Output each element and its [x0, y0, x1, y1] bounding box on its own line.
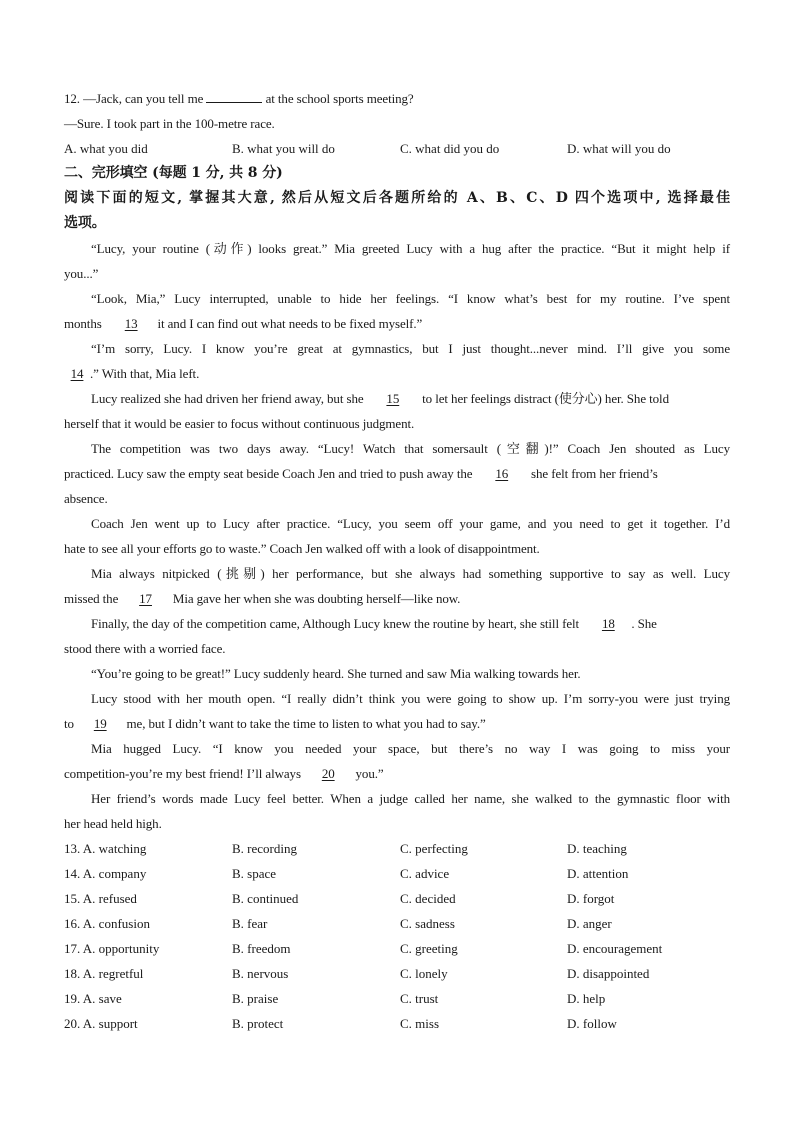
section-instruction-line2: 选项。 [64, 215, 106, 231]
q12-stem-before: 12. —Jack, can you tell me [64, 91, 207, 106]
blank-18[interactable]: 18 [601, 616, 615, 631]
q19-option-a[interactable]: 19. A. save [64, 991, 122, 1006]
q16-option-d[interactable]: D. anger [567, 916, 612, 931]
passage-p4-line1 [91, 390, 730, 408]
q19-option-c[interactable]: C. trust [400, 991, 439, 1006]
text-fragment: Finally, the day of the competition came, Although Lucy knew the routine by heart, she still felt [91, 616, 583, 631]
q18-option-d[interactable]: D. disappointed [567, 966, 650, 981]
passage-p7-line2 [64, 590, 730, 608]
passage-p10-line2 [64, 715, 730, 733]
q12-option-a[interactable]: A. what you did [64, 141, 148, 156]
text-fragment: .” With that, Mia left. [90, 366, 200, 381]
q18-option-c[interactable]: C. lonely [400, 966, 448, 981]
q12-option-d[interactable]: D. what will you do [567, 141, 671, 156]
q12-stem [64, 90, 730, 108]
blank-14[interactable]: 14 [70, 366, 84, 381]
passage-p10-line1: Lucy stood with her mouth open. “I really didn’t think you were going to show up. I’m sorry-you were just trying [91, 691, 730, 706]
q12-reply: —Sure. I took part in the 100-metre race. [64, 116, 275, 131]
question-13-options [64, 840, 744, 858]
q19-option-d[interactable]: D. help [567, 991, 606, 1006]
blank-19[interactable]: 19 [93, 716, 107, 731]
passage-p1-line2: you...” [64, 266, 99, 281]
question-15-options [64, 890, 744, 908]
text-fragment: Lucy realized she had driven her friend away, but she [91, 391, 367, 406]
section-instruction-line1: 阅读下面的短文, 掌握其大意, 然后从短文后各题所给的 A、B、C、D 四个选项中, 选择最佳 [64, 190, 730, 206]
question-20-options [64, 1015, 744, 1033]
q20-option-c[interactable]: C. miss [400, 1016, 440, 1031]
q12-option-b[interactable]: B. what you will do [232, 141, 335, 156]
text-fragment: to [64, 716, 78, 731]
passage-p8-line1 [91, 615, 730, 633]
q12-stem-after: at the school sports meeting? [262, 91, 414, 106]
passage-p12-line1: Her friend’s words made Lucy feel better. When a judge called her name, she walked to the gymnastic floor with [91, 791, 730, 806]
passage-p8-line2: stood there with a worried face. [64, 641, 226, 656]
q20-option-b[interactable]: B. protect [232, 1016, 284, 1031]
passage-p7-line1: Mia always nitpicked (挑剔) her performance, but she always had something supportive to say as well. Lucy [91, 566, 730, 581]
q17-option-a[interactable]: 17. A. opportunity [64, 941, 160, 956]
q17-option-b[interactable]: B. freedom [232, 941, 291, 956]
q16-option-b[interactable]: B. fear [232, 916, 268, 931]
passage-p1-line1: “Lucy, your routine (动作) looks great.” Mia greeted Lucy with a hug after the practice. “But it might help if [91, 241, 730, 256]
passage-p5-line2 [64, 465, 730, 483]
passage-p4-line2: herself that it would be easier to focus without continuous judgment. [64, 416, 415, 431]
q14-option-d[interactable]: D. attention [567, 866, 629, 881]
passage-p3-line2 [64, 365, 730, 383]
q18-option-b[interactable]: B. nervous [232, 966, 289, 981]
text-fragment: it and I can find out what needs to be fixed myself.” [154, 316, 423, 331]
passage-p2-line1: “Look, Mia,” Lucy interrupted, unable to hide her feelings. “I know what’s best for my routine. I’ve spent [91, 291, 730, 306]
text-fragment: to let her feelings distract (使分心) her. She told [418, 391, 669, 406]
question-18-options [64, 965, 744, 983]
q15-option-b[interactable]: B. continued [232, 891, 299, 906]
text-fragment: practiced. Lucy saw the empty seat beside Coach Jen and tried to push away the [64, 466, 476, 481]
q19-option-b[interactable]: B. praise [232, 991, 279, 1006]
text-fragment: Mia gave her when she was doubting herself—like now. [169, 591, 461, 606]
blank-20[interactable]: 20 [321, 766, 335, 781]
q15-option-c[interactable]: C. decided [400, 891, 456, 906]
question-16-options [64, 915, 744, 933]
text-fragment: months [64, 316, 105, 331]
blank-13[interactable]: 13 [124, 316, 138, 331]
text-fragment: you.” [352, 766, 384, 781]
passage-p2-line2 [64, 315, 730, 333]
q14-option-a[interactable]: 14. A. company [64, 866, 147, 881]
q16-option-a[interactable]: 16. A. confusion [64, 916, 150, 931]
text-fragment: . She [631, 616, 657, 631]
passage-p3-line1: “I’m sorry, Lucy. I know you’re great at gymnastics, but I just thought...never mind. I’ll give you some [91, 341, 730, 356]
passage-p5-line1: The competition was two days away. “Lucy! Watch that somersault (空翻)!” Coach Jen shouted as Lucy [91, 441, 730, 456]
passage-p12-line2: her head held high. [64, 816, 162, 831]
passage-p11-line1: Mia hugged Lucy. “I know you needed your space, but there’s no way I was going to miss your [91, 741, 730, 756]
passage-p6-line1: Coach Jen went up to Lucy after practice. “Lucy, you seem off your game, and you need to get it together. I’d [91, 516, 730, 531]
q14-option-b[interactable]: B. space [232, 866, 277, 881]
passage-p11-line2 [64, 765, 730, 783]
q16-option-c[interactable]: C. sadness [400, 916, 455, 931]
q13-option-b[interactable]: B. recording [232, 841, 297, 856]
passage-p6-line2: hate to see all your efforts go to waste.” Coach Jen walked off with a look of disappointment. [64, 541, 540, 556]
question-14-options [64, 865, 744, 883]
q13-option-a[interactable]: 13. A. watching [64, 841, 147, 856]
q12-options [64, 140, 744, 158]
q15-option-a[interactable]: 15. A. refused [64, 891, 137, 906]
text-fragment: me, but I didn’t want to take the time to listen to what you had to say.” [123, 716, 486, 731]
q12-blank [206, 90, 262, 103]
blank-16[interactable]: 16 [495, 466, 509, 481]
text-fragment: missed the [64, 591, 122, 606]
blank-15[interactable]: 15 [386, 391, 400, 406]
question-17-options [64, 940, 744, 958]
text-fragment: competition-you’re my best friend! I’ll always [64, 766, 305, 781]
question-19-options [64, 990, 744, 1008]
q18-option-a[interactable]: 18. A. regretful [64, 966, 144, 981]
q13-option-d[interactable]: D. teaching [567, 841, 627, 856]
q17-option-d[interactable]: D. encouragement [567, 941, 663, 956]
blank-17[interactable]: 17 [139, 591, 152, 606]
q15-option-d[interactable]: D. forgot [567, 891, 615, 906]
passage-p9-line1: “You’re going to be great!” Lucy suddenly heard. She turned and saw Mia walking towards her. [91, 666, 581, 681]
text-fragment: she felt from her friend’s [527, 466, 658, 481]
q20-option-d[interactable]: D. follow [567, 1016, 617, 1031]
q14-option-c[interactable]: C. advice [400, 866, 450, 881]
q20-option-a[interactable]: 20. A. support [64, 1016, 138, 1031]
q13-option-c[interactable]: C. perfecting [400, 841, 468, 856]
passage-p5-line3: absence. [64, 491, 108, 506]
section-title: 二、完形填空 (每题 1 分, 共 8 分) [64, 165, 283, 181]
q12-option-c[interactable]: C. what did you do [400, 141, 500, 156]
q17-option-c[interactable]: C. greeting [400, 941, 458, 956]
